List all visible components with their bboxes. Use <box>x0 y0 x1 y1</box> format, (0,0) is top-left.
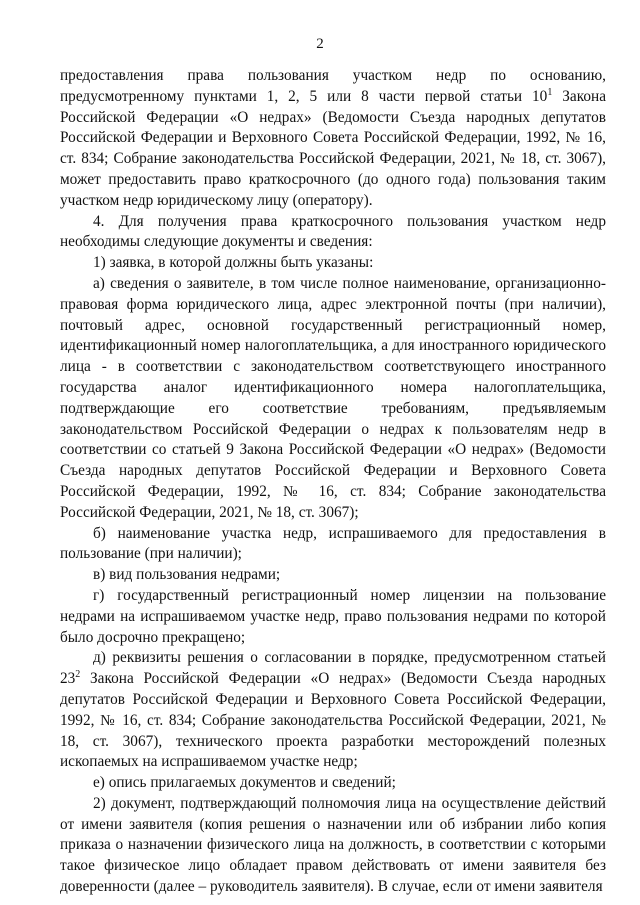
paragraph-p8 <box>60 773 606 794</box>
page-number: 2 <box>316 36 324 52</box>
text-run: 2) документ, подтверждающий полномочия лица на осуществление действий от имени заявителя (копия решения о назначении или об избрании либо копия приказа о назначении физического лица на должность, в соответствии с которыми такое физическое лицо обладает правом действовать от имени заявителя без доверенности (далее – руководитель заявителя). В случае, если от имени заявителя <box>60 794 606 896</box>
text-run: Закона Российской Федерации «О недрах» (Ведомости Съезда народных депутатов Российской Федерации и Верховного Совета Российской Федерации, 1992, № 16, ст. 834; Собрание законодательства Российской Федерации, 2021, № 18, ст. 3067), технического проекта разработки месторождений полезных ископаемых на испрашиваемом участке недр; <box>60 670 606 771</box>
text-run: в) вид пользования недрами; <box>93 566 281 584</box>
text-run: 4. Для получения права краткосрочного пользования участком недр необходимы следующие документы и сведения: <box>60 212 606 251</box>
paragraph-p3 <box>60 274 606 524</box>
paragraph-p5 <box>60 565 606 586</box>
text-run: е) опись прилагаемых документов и сведений; <box>93 774 396 792</box>
text-run: предоставления права пользования участком недр по основанию, предусмотренному пунктами 1, 2, 5 или 8 части первой статьи 10 <box>60 67 606 105</box>
paragraph-p1 <box>60 212 606 254</box>
superscript: 1 <box>547 86 553 98</box>
paragraph-p6 <box>60 586 606 648</box>
paragraph-p7 <box>60 648 606 773</box>
text-run: д) реквизиты решения о согласовании в порядке, предусмотренном статьей 23 <box>60 649 606 688</box>
text-run: Закона Российской Федерации «О недрах» (Ведомости Съезда народных депутатов Российской Федерации и Верховного Совета Российской Федерации, 1992, № 16, ст. 834; Собрание законодательства Российской Федерации, 2021, № 18, ст. 3067), может предоставить право краткосрочного (до одного года) пользования таким участком недр юридическому лицу (оператору). <box>60 87 607 209</box>
text-run: а) сведения о заявителе, в том числе полное наименование, организационно-правовая форма юридического лица, адрес электронной почты (при наличии), почтовый адрес, основной государственный регистрационный номер, идентификационный номер налогоплательщика, а для иностранного юридического лица - в соответствии с законодательством соответствующего иностранного государства аналог идентификационного номера налогоплательщика, подтверждающие его соответствие требованиям, предъявляемым законодательством Российской Федерации о недрах к пользователям недр в соответствии со статьей 9 Закона Российской Федерации «О недрах» (Ведомости Съезда народных депутатов Российской Федерации и Верховного Совета Российской Федерации, 1992, № 16, ст. 834; Собрание законодательства Российской Федерации, 2021, № 18, ст. 3067); <box>60 274 606 521</box>
document-body <box>60 66 606 898</box>
text-run: 1) заявка, в которой должны быть указаны: <box>93 254 374 272</box>
paragraph-p2 <box>60 253 606 274</box>
text-run: г) государственный регистрационный номер лицензии на пользование недрами на испрашиваемом участке недр, право пользования недрами по которой было досрочно прекращено; <box>60 586 606 646</box>
superscript: 2 <box>75 669 81 681</box>
paragraph-p9 <box>60 794 606 898</box>
paragraph-p4 <box>60 524 606 566</box>
paragraph-p0 <box>60 66 606 212</box>
text-run: б) наименование участка недр, испрашиваемого для предоставления в пользование (при наличии); <box>60 524 606 563</box>
